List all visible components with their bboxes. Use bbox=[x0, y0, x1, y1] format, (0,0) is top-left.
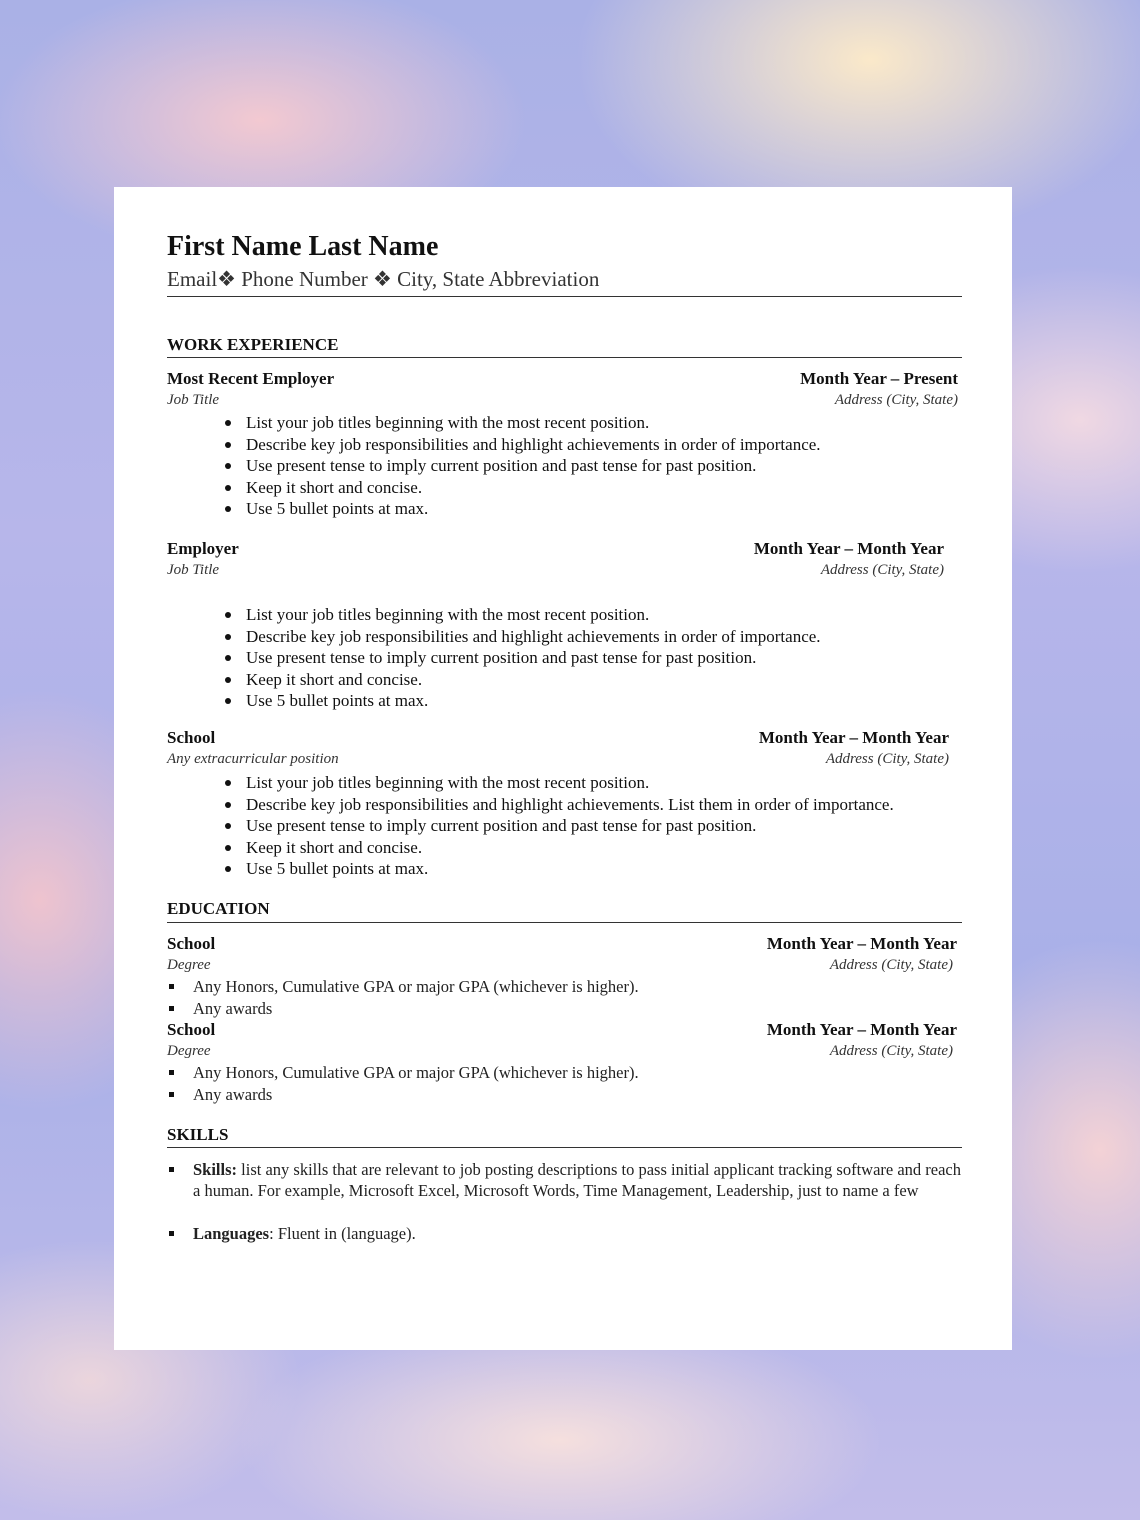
list-item: Any Honors, Cumulative GPA or major GPA (whichever is higher). bbox=[167, 1062, 639, 1084]
work-divider bbox=[167, 357, 962, 358]
list-item: Describe key job responsibilities and highlight achievements. List them in order of importance. bbox=[220, 794, 894, 816]
bullet-icon bbox=[225, 634, 231, 640]
job-employer: Employer bbox=[167, 539, 239, 558]
education-dates: Month Year – Month Year bbox=[766, 934, 957, 953]
section-title-work-experience: WORK EXPERIENCE bbox=[167, 335, 339, 354]
bullet-icon bbox=[225, 823, 231, 829]
job-bullet-list bbox=[220, 604, 821, 712]
bullet-icon bbox=[225, 780, 231, 786]
education-bullet-list bbox=[167, 976, 639, 1019]
bullet-icon bbox=[225, 698, 231, 704]
job-dates: Month Year – Present bbox=[800, 369, 958, 388]
list-item: Use 5 bullet points at max. bbox=[220, 690, 821, 712]
skills-label: Skills: bbox=[193, 1160, 238, 1179]
education-location: Address (City, State) bbox=[829, 957, 953, 973]
bullet-icon bbox=[225, 612, 231, 618]
list-item: Use 5 bullet points at max. bbox=[220, 498, 821, 520]
bullet-icon bbox=[225, 802, 231, 808]
list-item: Any awards bbox=[167, 1084, 639, 1106]
list-item: Use present tense to imply current position and past tense for past position. bbox=[220, 815, 894, 837]
job-dates: Month Year – Month Year bbox=[758, 728, 949, 747]
list-item: List your job titles beginning with the most recent position. bbox=[220, 604, 821, 626]
education-divider bbox=[167, 922, 962, 923]
list-item: Keep it short and concise. bbox=[220, 837, 894, 859]
square-bullet-icon bbox=[169, 1231, 174, 1236]
skills-divider bbox=[167, 1147, 962, 1148]
bullet-icon bbox=[225, 442, 231, 448]
job-bullet-list bbox=[220, 772, 894, 880]
square-bullet-icon bbox=[169, 1092, 174, 1097]
job-title: Job Title bbox=[167, 562, 220, 578]
list-item: Describe key job responsibilities and highlight achievements in order of importance. bbox=[220, 434, 821, 456]
education-school: School bbox=[167, 1020, 216, 1039]
list-item: Keep it short and concise. bbox=[220, 477, 821, 499]
square-bullet-icon bbox=[169, 1167, 174, 1172]
bullet-icon bbox=[225, 655, 231, 661]
education-degree: Degree bbox=[167, 957, 211, 973]
job-location: Address (City, State) bbox=[834, 392, 958, 408]
languages-entry bbox=[193, 1223, 963, 1244]
job-employer: School bbox=[167, 728, 216, 747]
list-item: Use present tense to imply current position and past tense for past position. bbox=[220, 455, 821, 477]
bullet-icon bbox=[225, 677, 231, 683]
bullet-icon bbox=[225, 506, 231, 512]
bullet-icon bbox=[225, 866, 231, 872]
job-bullet-list bbox=[220, 412, 821, 520]
square-bullet-icon bbox=[169, 1070, 174, 1075]
contact-line: Email❖ Phone Number ❖ City, State Abbreviation bbox=[167, 267, 600, 291]
square-bullet-icon bbox=[169, 984, 174, 989]
job-title: Any extracurricular position bbox=[167, 751, 339, 767]
list-item: Use 5 bullet points at max. bbox=[220, 858, 894, 880]
job-location: Address (City, State) bbox=[820, 562, 944, 578]
job-employer: Most Recent Employer bbox=[167, 369, 335, 388]
list-item: Use present tense to imply current position and past tense for past position. bbox=[220, 647, 821, 669]
job-dates: Month Year – Month Year bbox=[753, 539, 944, 558]
bullet-icon bbox=[225, 420, 231, 426]
list-item: Any awards bbox=[167, 998, 639, 1020]
list-item: Keep it short and concise. bbox=[220, 669, 821, 691]
education-bullet-list bbox=[167, 1062, 639, 1105]
job-location: Address (City, State) bbox=[825, 751, 949, 767]
square-bullet-icon bbox=[169, 1006, 174, 1011]
bullet-icon bbox=[225, 845, 231, 851]
list-item: Any Honors, Cumulative GPA or major GPA (whichever is higher). bbox=[167, 976, 639, 998]
list-item: List your job titles beginning with the most recent position. bbox=[220, 772, 894, 794]
languages-label: Languages bbox=[193, 1224, 270, 1243]
skills-description: list any skills that are relevant to job posting descriptions to pass initial applicant tracking software and reach a human. For example, Microsoft Excel, Microsoft Words, Time Management, Leadership, just to name a few bbox=[193, 1160, 962, 1200]
list-item: Describe key job responsibilities and highlight achievements in order of importance. bbox=[220, 626, 821, 648]
job-title: Job Title bbox=[167, 392, 220, 408]
education-location: Address (City, State) bbox=[829, 1043, 953, 1059]
bullet-icon bbox=[225, 463, 231, 469]
candidate-name: First Name Last Name bbox=[167, 231, 439, 262]
resume-page bbox=[114, 187, 1012, 1350]
education-degree: Degree bbox=[167, 1043, 211, 1059]
section-title-skills: SKILLS bbox=[167, 1125, 229, 1144]
education-dates: Month Year – Month Year bbox=[766, 1020, 957, 1039]
education-school: School bbox=[167, 934, 216, 953]
languages-description: : Fluent in (language). bbox=[269, 1224, 416, 1243]
skills-entry bbox=[193, 1159, 963, 1201]
bullet-icon bbox=[225, 485, 231, 491]
list-item: List your job titles beginning with the most recent position. bbox=[220, 412, 821, 434]
header-divider bbox=[167, 296, 962, 297]
section-title-education: EDUCATION bbox=[167, 899, 270, 918]
